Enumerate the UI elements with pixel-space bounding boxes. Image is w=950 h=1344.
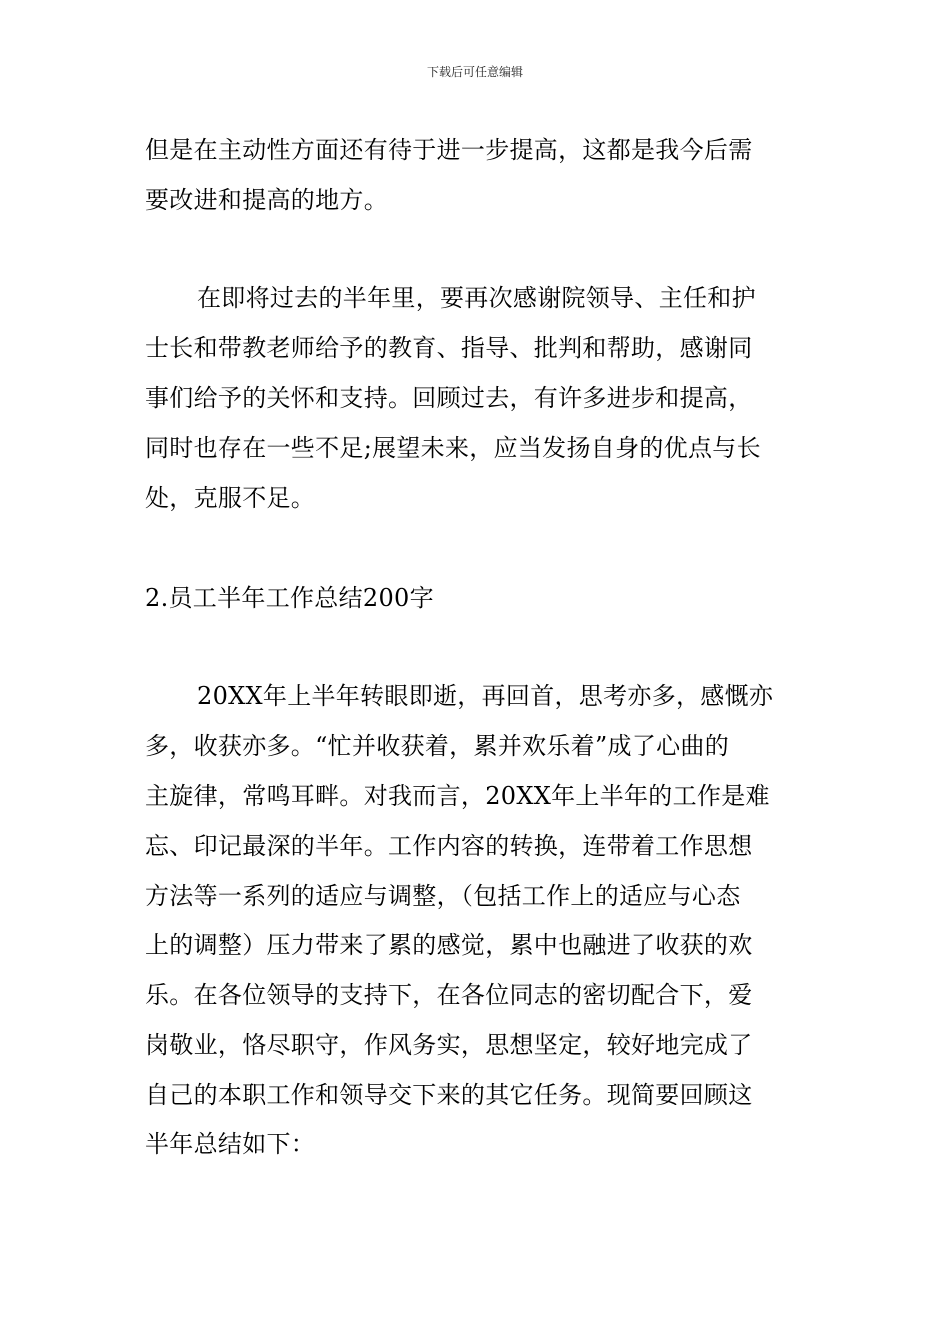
text-line: 多，收获亦多。“忙并收获着，累并欢乐着”成了心曲的 [145, 732, 730, 760]
text-line: 在即将过去的半年里，要再次感谢院领导、主任和护 [197, 284, 756, 312]
text-line: 20XX年上半年转眼即逝，再回首，思考亦多，感慨亦 [197, 682, 774, 710]
text-line: 乐。在各位领导的支持下，在各位同志的密切配合下，爱 [145, 981, 753, 1009]
text-line: 但是在主动性方面还有待于进一步提高，这都是我今后需 [145, 136, 753, 164]
text-line: 同时也存在一些不足;展望未来，应当发扬自身的优点与长 [145, 434, 761, 462]
text-line: 上的调整）压力带来了累的感觉，累中也融进了收获的欢 [145, 931, 753, 959]
text-line: 士长和带教老师给予的教育、指导、批判和帮助，感谢同 [145, 334, 753, 362]
heading-text: 2.员工半年工作总结200字 [145, 584, 434, 612]
text-line: 半年总结如下： [145, 1130, 316, 1158]
text-line: 岗敬业，恪尽职守，作风务实，思想坚定，较好地完成了 [145, 1031, 753, 1059]
text-line: 主旋律，常鸣耳畔。对我而言，20XX年上半年的工作是难 [145, 782, 770, 810]
text-line: 要改进和提高的地方。 [145, 186, 388, 214]
text-line: 处，克服不足。 [145, 484, 316, 512]
text-line: 方法等一系列的适应与调整，（包括工作上的适应与心态 [145, 882, 741, 910]
text-line: 自己的本职工作和领导交下来的其它任务。现简要回顾这 [145, 1081, 753, 1109]
text-line: 忘、印记最深的半年。工作内容的转换，连带着工作思想 [145, 832, 753, 860]
page-header: 下载后可任意编辑 [426, 65, 523, 79]
text-line: 事们给予的关怀和支持。回顾过去，有许多进步和提高， [145, 384, 753, 412]
